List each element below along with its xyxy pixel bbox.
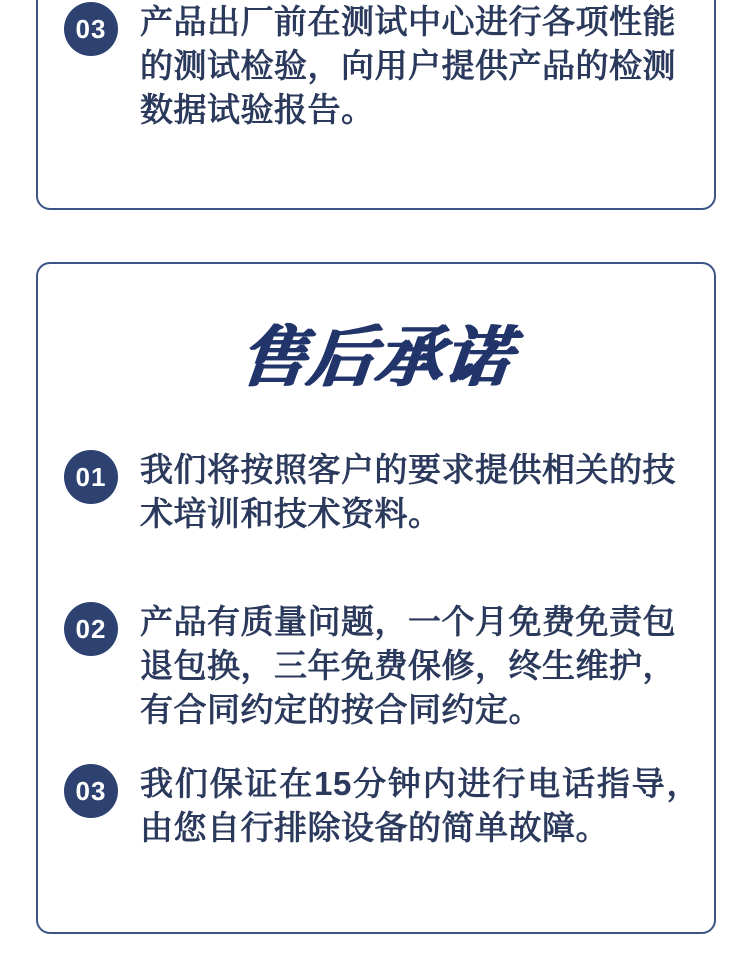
page-title: 售后承诺 (236, 320, 516, 394)
list-item-text: 产品出厂前在测试中心进行各项性能的测试检验，向用户提供产品的检测数据试验报告。 (140, 3, 676, 128)
list-item-number-badge: 03 (64, 2, 118, 56)
list-item-number-badge: 01 (64, 450, 118, 504)
list-item-text: 产品有质量问题，一个月免费免责包退包换，三年免费保修，终生维护，有合同约定的按合同约定。 (140, 603, 676, 728)
list-item-text: 我们将按照客户的要求提供相关的技术培训和技术资料。 (140, 451, 676, 532)
list-item-text: 我们保证在15分钟内进行电话指导，由您自行排除设备的简单故障。 (140, 765, 700, 846)
section-heading-wrap (38, 320, 714, 394)
list-item-number-badge: 03 (64, 764, 118, 818)
list-item (64, 448, 700, 536)
list-item (64, 0, 700, 132)
list-item (64, 762, 700, 850)
list-item-number-badge: 02 (64, 602, 118, 656)
list-item (64, 600, 700, 732)
